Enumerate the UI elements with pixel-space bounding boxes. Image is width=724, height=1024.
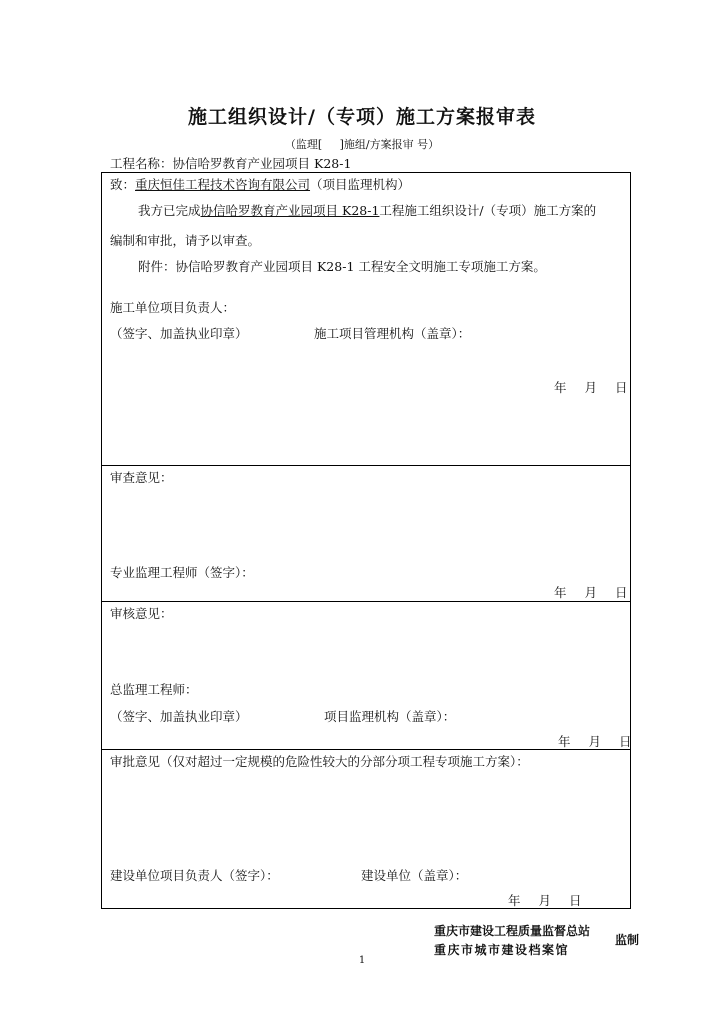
page-number: 1 — [358, 955, 366, 966]
footer-issuer-2: 重庆市城市建设档案馆 — [434, 943, 570, 957]
submission-project: 协信哈罗教育产业园项目 K28-1 — [200, 203, 380, 218]
section2-date — [536, 583, 628, 601]
owner-responsible-label: 建设单位项目负责人（签字）： — [110, 868, 279, 883]
date-year: 年 — [554, 585, 567, 600]
date-month: 月 — [588, 734, 602, 749]
section1-date — [536, 378, 628, 396]
date-year: 年 — [558, 734, 571, 749]
chief-engineer-label: 总监理工程师： — [110, 682, 198, 697]
date-month: 月 — [584, 380, 598, 395]
approval-opinion-label: 审批意见（仅对超过一定规模的危险性较大的分部分项工程专项施工方案）： — [110, 754, 529, 769]
footer-issuer-1: 重庆市建设工程质量监督总站 — [434, 924, 591, 938]
form-table — [101, 172, 631, 909]
section4-date — [490, 891, 582, 909]
section3-date — [540, 732, 632, 750]
document-number-prefix: （监理[ — [284, 138, 323, 151]
attachment-line: 附件：协信哈罗教育产业园项目 K28-1 工程安全文明施工专项施工方案。 — [138, 259, 546, 274]
audit-opinion-label: 审核意见： — [110, 606, 173, 621]
document-number — [0, 136, 724, 152]
specialist-engineer-label: 专业监理工程师（签字）： — [110, 565, 254, 580]
project-name — [110, 154, 351, 172]
date-month: 月 — [538, 893, 552, 908]
date-day: 日 — [569, 893, 582, 908]
date-year: 年 — [554, 380, 567, 395]
date-year: 年 — [508, 893, 521, 908]
page-title: 施工组织设计/（专项）施工方案报审表 — [188, 106, 536, 128]
chief-sign-note: （签字、加盖执业印章） — [110, 709, 248, 724]
addressee-suffix: （项目监理机构） — [310, 177, 411, 192]
addressee-label: 致： — [110, 177, 136, 192]
section-divider — [102, 601, 630, 602]
contractor-org-seal-label: 施工项目管理机构（盖章）： — [314, 326, 471, 341]
owner-unit-seal-label: 建设单位（盖章）： — [361, 868, 468, 883]
contractor-responsible-label: 施工单位项目负责人： — [110, 300, 236, 315]
addressee-line — [110, 175, 410, 193]
document-number-suffix: ]施组/方案报审 号） — [339, 138, 440, 151]
section-divider — [102, 465, 630, 466]
contractor-sign-note: （签字、加盖执业印章） — [110, 326, 248, 341]
date-day: 日 — [615, 380, 628, 395]
supervision-org-seal-label: 项目监理机构（盖章）： — [324, 709, 456, 724]
addressee-value: 重庆恒佳工程技术咨询有限公司 — [135, 177, 311, 192]
submission-text — [138, 201, 596, 219]
section-divider — [102, 749, 630, 750]
project-name-value: 协信哈罗教育产业园项目 K28-1 — [172, 156, 352, 171]
date-month: 月 — [584, 585, 598, 600]
footer-supervised-label: 监制 — [615, 933, 640, 947]
date-day: 日 — [615, 585, 628, 600]
submission-suffix: 工程施工组织设计/（专项）施工方案的 — [379, 203, 597, 218]
submission-text-line2: 编制和审批，请予以审查。 — [110, 233, 261, 248]
date-day: 日 — [619, 734, 632, 749]
project-name-label: 工程名称： — [110, 156, 173, 171]
submission-prefix: 我方已完成 — [138, 203, 201, 218]
review-opinion-label: 审查意见： — [110, 470, 173, 485]
